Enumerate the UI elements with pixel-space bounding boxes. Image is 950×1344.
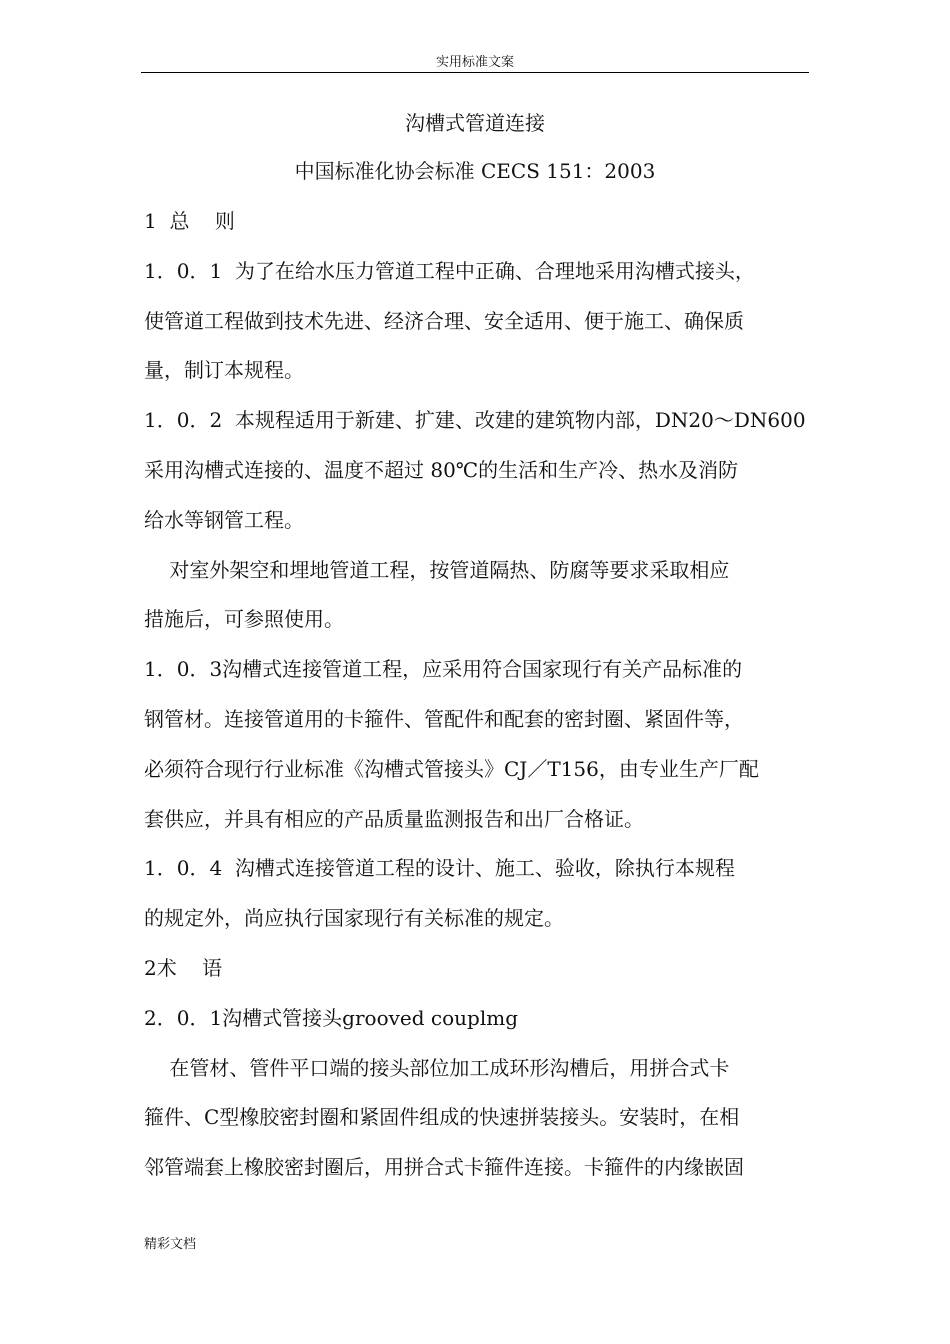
text-line: 使管道工程做到技术先进、经济合理、安全适用、便于施工、确保质 [144, 309, 744, 333]
text-line: 措施后，可参照使用。 [144, 607, 344, 631]
text-line: 给水等钢管工程。 [144, 508, 304, 532]
text-line: 采用沟槽式连接的、温度不超过 80℃的生活和生产冷、热水及消防 [144, 458, 739, 482]
text-line: 在管材、管件平口端的接头部位加工成环形沟槽后，用拼合式卡 [144, 1056, 730, 1080]
text-line: 2．0．1沟槽式管接头grooved couplmg [144, 1006, 519, 1030]
text-line: 1．0．2 本规程适用于新建、扩建、改建的建筑物内部，DN20～DN600 [144, 408, 806, 432]
text-line: 1．0．4 沟槽式连接管道工程的设计、施工、验收，除执行本规程 [144, 856, 735, 880]
text-line: 对室外架空和埋地管道工程，按管道隔热、防腐等要求采取相应 [144, 558, 730, 582]
text-line: 量，制订本规程。 [144, 358, 304, 382]
text-line: 1．0．1 为了在给水压力管道工程中正确、合理地采用沟槽式接头， [144, 259, 755, 283]
text-line: 邻管端套上橡胶密封圈后，用拼合式卡箍件连接。卡箍件的内缘嵌固 [144, 1155, 744, 1179]
text-line: 箍件、C型橡胶密封圈和紧固件组成的快速拼装接头。安装时，在相 [144, 1105, 740, 1129]
section-heading: 1 总 则 [144, 209, 235, 233]
text-line: 套供应，并具有相应的产品质量监测报告和出厂合格证。 [144, 807, 644, 831]
text-line: 1．0．3沟槽式连接管道工程，应采用符合国家现行有关产品标准的 [144, 657, 743, 681]
document-title: 沟槽式管道连接 [405, 111, 545, 135]
page-footer-text: 精彩文档 [144, 1237, 197, 1252]
page-header-text: 实用标准文案 [435, 55, 514, 70]
section-heading: 2术 语 [144, 956, 223, 980]
text-line: 必须符合现行行业标准《沟槽式管接头》CJ／T156，由专业生产厂配 [144, 757, 759, 781]
header-rule [141, 72, 809, 73]
text-line: 钢管材。连接管道用的卡箍件、管配件和配套的密封圈、紧固件等， [144, 707, 744, 731]
text-line: 的规定外，尚应执行国家现行有关标准的规定。 [144, 906, 564, 930]
document-subtitle: 中国标准化协会标准 CECS 151：2003 [294, 159, 656, 183]
